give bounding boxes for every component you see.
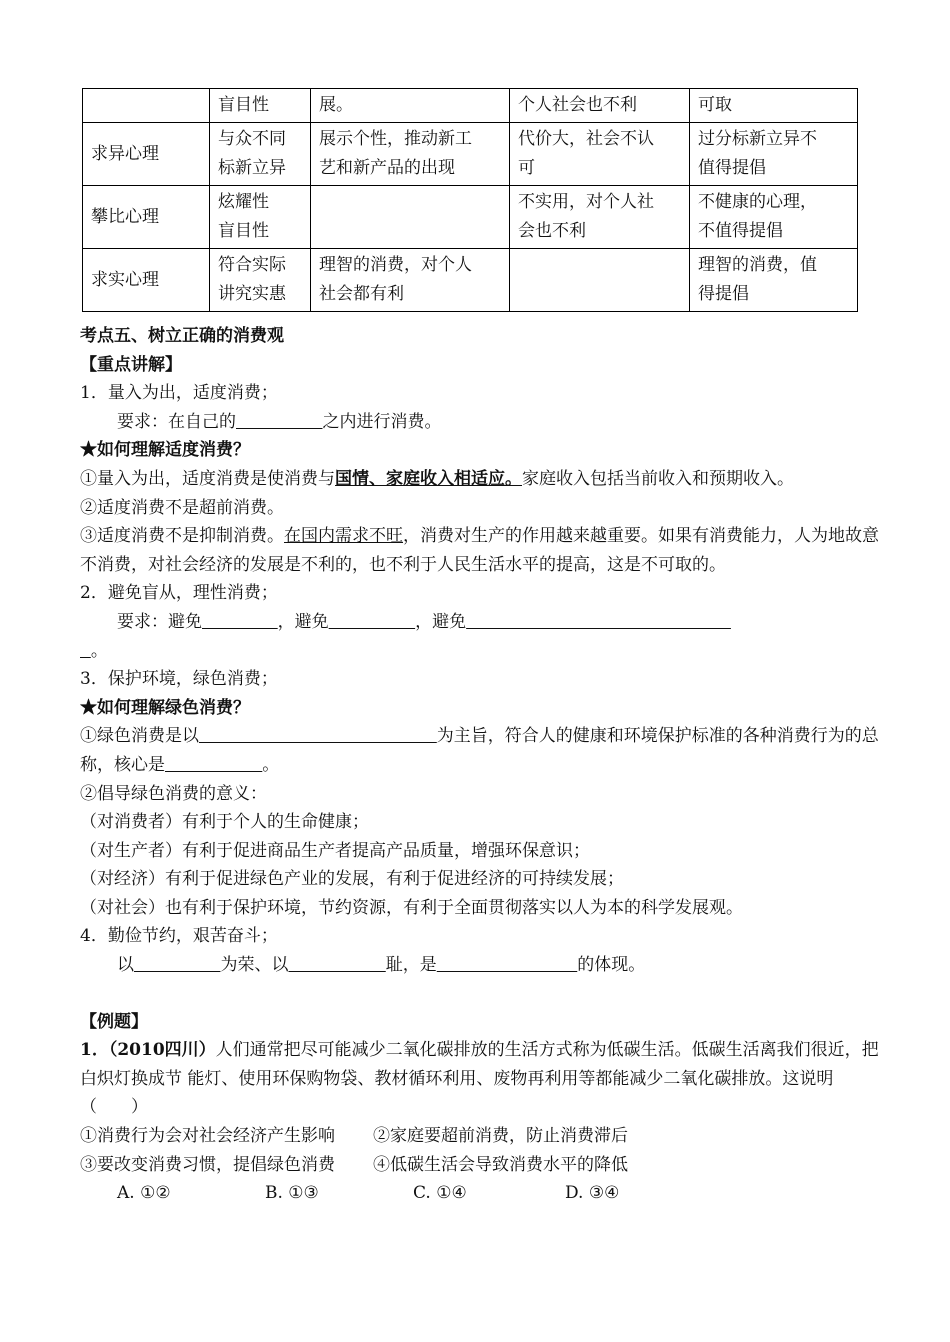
section-title: 考点五、树立正确的消费观 [80, 326, 284, 346]
table-cell: 理智的消费，值 得提倡 [690, 249, 858, 312]
question-text: 人们通常把尽可能减少二氧化碳排放的生活方式称为低碳生活。低碳生活离我们很近，把白炽灯换成节 能灯、使用环保购物袋、教材循环利用、废物再利用等都能减少二氧化碳排放。这说明（ ） [80, 1040, 879, 1118]
option-a[interactable]: A. ①② [117, 1183, 171, 1204]
underlined-text: 在国内需求不旺 [284, 526, 403, 547]
key-heading: 【重点讲解】 [80, 354, 182, 375]
fill-blank[interactable] [329, 608, 415, 637]
table-row [83, 186, 858, 249]
table-cell: 求实心理 [83, 249, 210, 312]
green-meaning-consumer: （对消费者）有利于个人的生命健康； [80, 812, 369, 833]
green-meaning-economy: （对经济）有利于促进绿色产业的发展，有利于促进经济的可持续发展； [80, 869, 624, 890]
text: ，消费对生产的作用越来越重要。如果有消费能力，人为地故意不消费，对社会经济的发展是不利的，也不利于人民生活水平的提高，这是不可取的。 [80, 526, 879, 575]
moderate-item-1 [80, 465, 880, 494]
table-cell: 攀比心理 [83, 186, 210, 249]
point-1: 1．量入为出，适度消费； [80, 383, 278, 404]
statement: ④低碳生活会导致消费水平的降低 [373, 1154, 628, 1175]
answer-options [80, 1179, 880, 1208]
point-2-requirement [80, 608, 880, 637]
statement: ③要改变消费习惯，提倡绿色消费 [80, 1154, 335, 1175]
question-number: 1．（2010四川） [80, 1040, 216, 1061]
fill-blank[interactable] [199, 722, 437, 751]
table-row [83, 123, 858, 186]
question-1 [80, 1036, 880, 1122]
text: ，避免 [277, 611, 329, 632]
text: ①绿色消费是以 [80, 726, 199, 747]
table-cell [510, 249, 690, 312]
table-cell: 盲目性 [210, 89, 311, 123]
fill-blank[interactable] [165, 751, 262, 780]
table-cell: 理智的消费，对个人 社会都有利 [311, 249, 510, 312]
star-question-2: ★如何理解绿色消费？ [80, 697, 250, 718]
fill-blank[interactable] [288, 951, 385, 980]
statement: ②家庭要超前消费，防止消费滞后 [373, 1126, 628, 1147]
fill-blank[interactable] [466, 608, 731, 637]
text: 的体现。 [577, 955, 646, 976]
fill-blank[interactable] [437, 951, 578, 980]
point-4: 4．勤俭节约，艰苦奋斗； [80, 926, 278, 947]
table-cell: 不实用，对个人社 会也不利 [510, 186, 690, 249]
fill-blank[interactable] [202, 608, 278, 637]
green-item-2: ②倡导绿色消费的意义： [80, 783, 267, 804]
table-cell: 展。 [311, 89, 510, 123]
option-c[interactable]: C. ①④ [413, 1183, 467, 1204]
option-d[interactable]: D. ③④ [565, 1183, 620, 1204]
table-cell: 过分标新立异不 值得提倡 [690, 123, 858, 186]
fill-blank[interactable] [134, 951, 220, 980]
point-2-end [80, 637, 880, 666]
green-meaning-producer: （对生产者）有利于促进商品生产者提高产品质量，增强环保意识； [80, 840, 590, 861]
table-row [83, 89, 858, 123]
text: 为荣、以 [220, 955, 289, 976]
table-cell [311, 186, 510, 249]
table-cell: 展示个性，推动新工 艺和新产品的出现 [311, 123, 510, 186]
statement: ①消费行为会对社会经济产生影响 [80, 1126, 335, 1147]
option-b[interactable]: B. ①③ [265, 1183, 319, 1204]
fill-blank[interactable] [80, 637, 91, 666]
text: 。 [262, 754, 280, 775]
point-4-fill [80, 951, 880, 980]
statement-row-1 [80, 1122, 880, 1151]
table-cell: 个人社会也不利 [510, 89, 690, 123]
table-row [83, 249, 858, 312]
text: 耻，是 [385, 955, 437, 976]
star-question-1: ★如何理解适度消费？ [80, 440, 250, 461]
example-heading: 【例题】 [80, 1011, 148, 1032]
text: ，避免 [415, 611, 467, 632]
text: ①量入为出，适度消费是使消费与 [80, 468, 335, 489]
point-2: 2．避免盲从，理性消费； [80, 583, 278, 604]
moderate-item-3 [80, 522, 880, 579]
table-cell: 与众不同 标新立异 [210, 123, 311, 186]
text: 以 [117, 955, 134, 976]
table-cell: 炫耀性 盲目性 [210, 186, 311, 249]
table-cell: 可取 [690, 89, 858, 123]
statement-row-2 [80, 1151, 880, 1180]
emphasis-text: 国情、家庭收入相适应。 [335, 468, 522, 489]
point-3: 3．保护环境，绿色消费； [80, 669, 278, 690]
psychology-table [82, 88, 858, 312]
text: 之内进行消费。 [322, 411, 442, 432]
table-cell [83, 89, 210, 123]
text: 家庭收入包括当前收入和预期收入。 [522, 468, 794, 489]
table-cell: 符合实际 讲究实惠 [210, 249, 311, 312]
text: 。 [90, 640, 108, 661]
text: 要求：避免 [117, 611, 202, 632]
text: ③适度消费不是抑制消费。 [80, 526, 284, 547]
spacer [80, 980, 880, 1008]
green-item-1 [80, 722, 880, 779]
fill-blank[interactable] [236, 408, 322, 437]
table-cell: 代价大，社会不认 可 [510, 123, 690, 186]
table-cell: 求异心理 [83, 123, 210, 186]
document-body [80, 322, 880, 1208]
text: 要求：在自己的 [117, 411, 236, 432]
text: 为主旨，符合人的健康和环境保护标准的各种消费行为的总称，核心是 [80, 726, 879, 775]
moderate-item-2: ②适度消费不是超前消费。 [80, 497, 284, 518]
table-cell: 不健康的心理， 不值得提倡 [690, 186, 858, 249]
green-meaning-society: （对社会）也有利于保护环境，节约资源，有利于全面贯彻落实以人为本的科学发展观。 [80, 897, 743, 918]
point-1-requirement [80, 408, 880, 437]
